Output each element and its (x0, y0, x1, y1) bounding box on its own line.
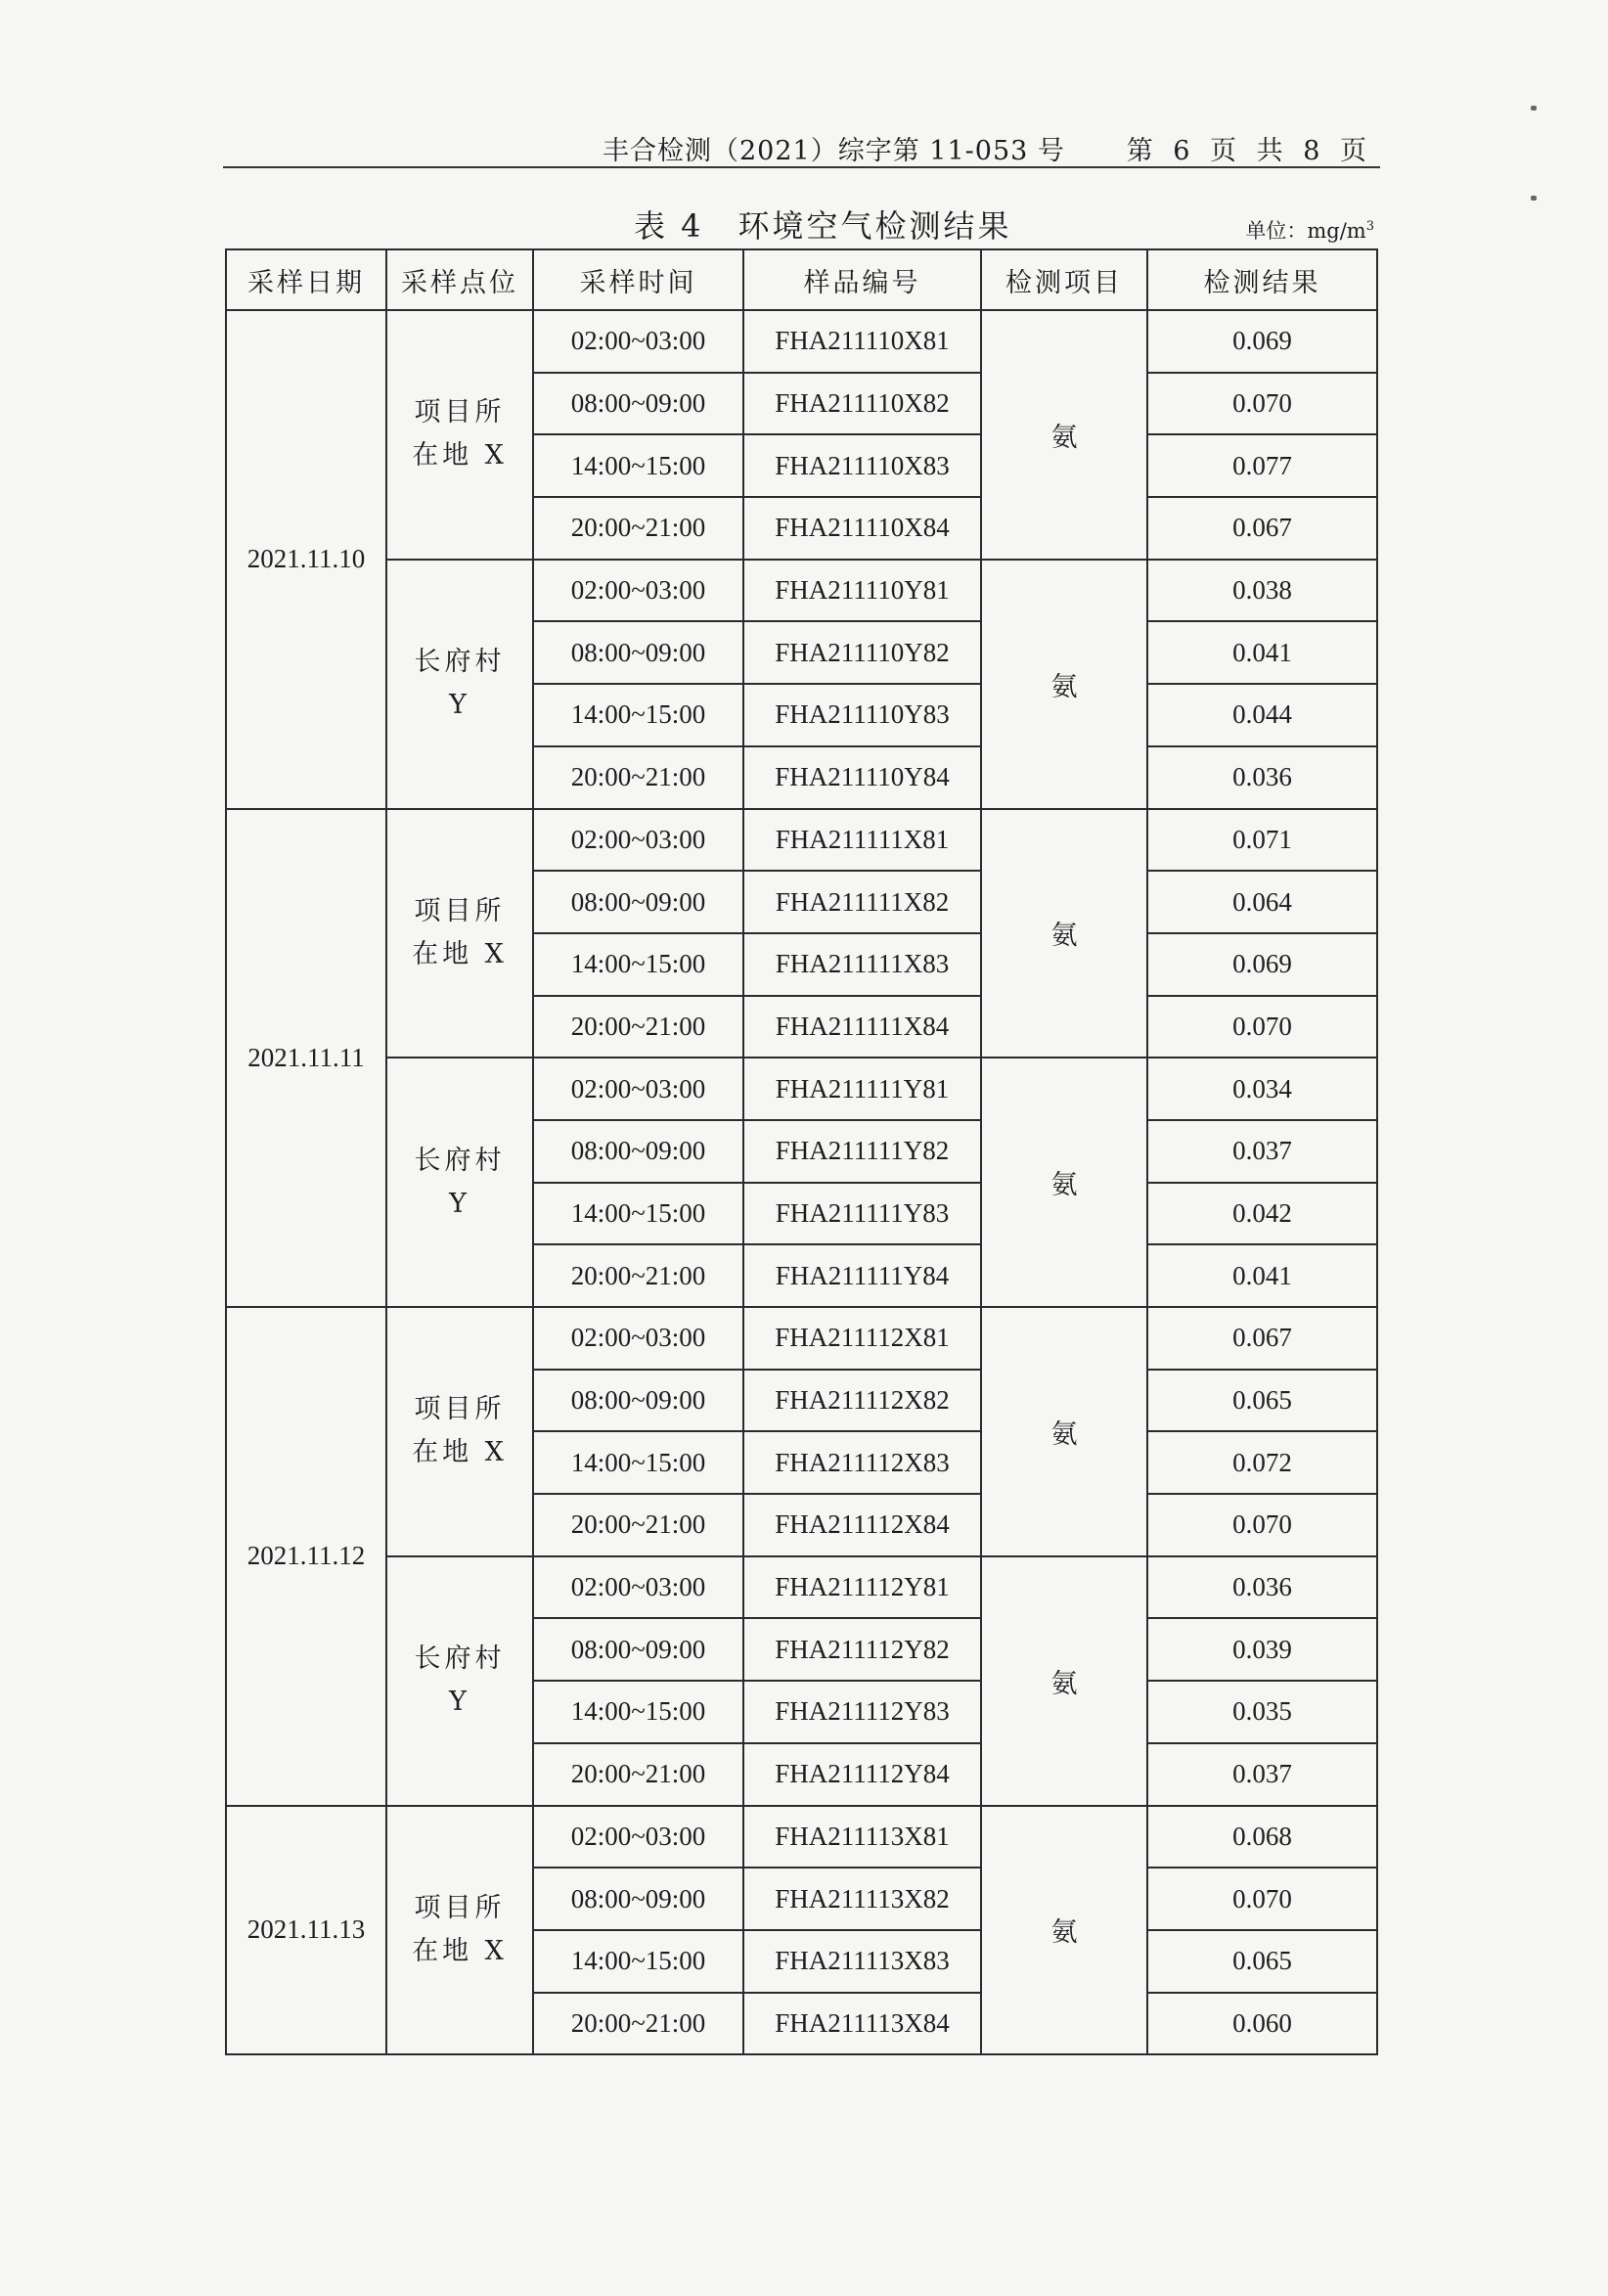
sample-id-cell: FHA211111X82 (743, 871, 981, 933)
sampling-time-cell: 20:00~21:00 (533, 1993, 743, 2055)
test-item-cell: 氨 (981, 310, 1147, 560)
sampling-time-cell: 02:00~03:00 (533, 1556, 743, 1619)
sampling-time-cell: 14:00~15:00 (533, 1930, 743, 1993)
test-item-cell: 氨 (981, 809, 1147, 1058)
test-result-cell: 0.077 (1147, 434, 1377, 497)
test-result-cell: 0.068 (1147, 1806, 1377, 1868)
test-item-cell: 氨 (981, 1806, 1147, 2055)
sample-id-cell: FHA211112Y82 (743, 1618, 981, 1681)
sampling-time-cell: 20:00~21:00 (533, 1244, 743, 1307)
sample-id-cell: FHA211111Y83 (743, 1183, 981, 1245)
test-result-cell: 0.038 (1147, 560, 1377, 622)
sampling-time-cell: 02:00~03:00 (533, 560, 743, 622)
sample-id-cell: FHA211112X81 (743, 1307, 981, 1370)
report-number: 丰合检测（2021）综字第 11-053 号 (603, 136, 1065, 166)
sample-id-cell: FHA211113X84 (743, 1993, 981, 2055)
sampling-time-cell: 14:00~15:00 (533, 684, 743, 746)
sample-id-cell: FHA211110X83 (743, 434, 981, 497)
sample-id-cell: FHA211112Y84 (743, 1743, 981, 1806)
test-item-cell: 氨 (981, 1058, 1147, 1307)
test-result-cell: 0.060 (1147, 1993, 1377, 2055)
unit-text: 单位：mg/m (1245, 219, 1366, 243)
sampling-point-cell (386, 310, 533, 560)
table-row (226, 1307, 1377, 1370)
sample-id-cell: FHA211113X81 (743, 1806, 981, 1868)
sampling-time-cell: 02:00~03:00 (533, 1806, 743, 1868)
table-row (226, 1556, 1377, 1619)
test-result-cell: 0.034 (1147, 1058, 1377, 1120)
test-result-cell: 0.069 (1147, 310, 1377, 373)
sampling-point-cell (386, 1556, 533, 1806)
sample-id-cell: FHA211111X81 (743, 809, 981, 872)
sample-id-cell: FHA211111Y81 (743, 1058, 981, 1120)
scan-speck (1531, 106, 1537, 111)
test-result-cell: 0.042 (1147, 1183, 1377, 1245)
test-item-cell: 氨 (981, 1307, 1147, 1556)
test-result-cell: 0.070 (1147, 1868, 1377, 1930)
test-result-cell: 0.070 (1147, 373, 1377, 435)
sampling-time-cell: 02:00~03:00 (533, 1058, 743, 1120)
sampling-time-cell: 20:00~21:00 (533, 746, 743, 809)
sampling-time-cell: 14:00~15:00 (533, 933, 743, 996)
table-caption: 表 4 环境空气检测结果 (634, 207, 1012, 245)
test-item-cell: 氨 (981, 560, 1147, 809)
page-indicator: 第 6 页 共 8 页 (1126, 136, 1372, 166)
sampling-point-label: 项目所在地 X (412, 895, 508, 969)
sample-id-cell: FHA211113X82 (743, 1868, 981, 1930)
unit-label (1245, 215, 1374, 245)
test-result-cell: 0.065 (1147, 1370, 1377, 1432)
sample-id-cell: FHA211111Y84 (743, 1244, 981, 1307)
sampling-time-cell: 02:00~03:00 (533, 310, 743, 373)
sampling-time-cell: 08:00~09:00 (533, 1618, 743, 1681)
sample-id-cell: FHA211111X84 (743, 996, 981, 1058)
sampling-date-cell: 2021.11.12 (226, 1307, 386, 1806)
test-result-cell: 0.072 (1147, 1431, 1377, 1494)
table-row (226, 560, 1377, 622)
test-result-cell: 0.041 (1147, 1244, 1377, 1307)
sampling-time-cell: 02:00~03:00 (533, 1307, 743, 1370)
test-result-cell: 0.071 (1147, 809, 1377, 872)
sampling-point-cell (386, 1307, 533, 1556)
sampling-point-cell (386, 560, 533, 809)
sample-id-cell: FHA211110Y83 (743, 684, 981, 746)
sample-id-cell: FHA211110X82 (743, 373, 981, 435)
header-test-result: 检测结果 (1147, 249, 1377, 310)
test-result-cell: 0.039 (1147, 1618, 1377, 1681)
sampling-time-cell: 02:00~03:00 (533, 809, 743, 872)
sample-id-cell: FHA211111X83 (743, 933, 981, 996)
sample-id-cell: FHA211112Y83 (743, 1681, 981, 1743)
sampling-time-cell: 08:00~09:00 (533, 871, 743, 933)
test-result-cell: 0.035 (1147, 1681, 1377, 1743)
sampling-time-cell: 20:00~21:00 (533, 497, 743, 560)
header-sampling-point: 采样点位 (386, 249, 533, 310)
sampling-point-cell (386, 809, 533, 1058)
unit-superscript: 3 (1365, 219, 1374, 234)
sampling-time-cell: 08:00~09:00 (533, 621, 743, 684)
test-item-cell: 氨 (981, 1556, 1147, 1806)
sampling-time-cell: 14:00~15:00 (533, 434, 743, 497)
test-result-cell: 0.065 (1147, 1930, 1377, 1993)
sampling-time-cell: 14:00~15:00 (533, 1431, 743, 1494)
test-result-cell: 0.070 (1147, 996, 1377, 1058)
sampling-point-label: 项目所在地 X (412, 397, 508, 472)
header-sampling-date: 采样日期 (226, 249, 386, 310)
sample-id-cell: FHA211110Y81 (743, 560, 981, 622)
sampling-date-cell: 2021.11.11 (226, 809, 386, 1308)
sample-id-cell: FHA211110X84 (743, 497, 981, 560)
test-result-cell: 0.067 (1147, 1307, 1377, 1370)
test-result-cell: 0.064 (1147, 871, 1377, 933)
sampling-time-cell: 08:00~09:00 (533, 373, 743, 435)
scan-speck (1531, 196, 1537, 201)
sample-id-cell: FHA211112X82 (743, 1370, 981, 1432)
sampling-time-cell: 08:00~09:00 (533, 1868, 743, 1930)
sampling-date-cell: 2021.11.13 (226, 1806, 386, 2055)
test-result-cell: 0.070 (1147, 1494, 1377, 1556)
sample-id-cell: FHA211112X84 (743, 1494, 981, 1556)
test-result-cell: 0.036 (1147, 746, 1377, 809)
sampling-point-label: 项目所在地 X (412, 1892, 508, 1966)
results-table (225, 248, 1378, 2055)
sampling-point-label: 长府村 Y (414, 1643, 506, 1718)
test-result-cell: 0.037 (1147, 1120, 1377, 1183)
header-sampling-time: 采样时间 (533, 249, 743, 310)
table-row (226, 1806, 1377, 1868)
sampling-point-cell (386, 1058, 533, 1307)
sampling-time-cell: 20:00~21:00 (533, 1494, 743, 1556)
page-header (223, 125, 1380, 168)
sample-id-cell: FHA211112Y81 (743, 1556, 981, 1619)
sample-id-cell: FHA211113X83 (743, 1930, 981, 1993)
table-header-row (226, 249, 1377, 310)
sampling-time-cell: 14:00~15:00 (533, 1183, 743, 1245)
table-row (226, 310, 1377, 373)
table-body (226, 310, 1377, 2054)
sampling-time-cell: 08:00~09:00 (533, 1120, 743, 1183)
test-result-cell: 0.036 (1147, 1556, 1377, 1619)
sampling-date-cell: 2021.11.10 (226, 310, 386, 809)
sample-id-cell: FHA211110Y82 (743, 621, 981, 684)
test-result-cell: 0.067 (1147, 497, 1377, 560)
table-row (226, 809, 1377, 872)
sampling-point-label: 长府村 Y (414, 647, 506, 721)
test-result-cell: 0.037 (1147, 1743, 1377, 1806)
test-result-cell: 0.069 (1147, 933, 1377, 996)
table-row (226, 1058, 1377, 1120)
sampling-point-label: 项目所在地 X (412, 1394, 508, 1468)
sampling-point-cell (386, 1806, 533, 2055)
test-result-cell: 0.041 (1147, 621, 1377, 684)
sampling-time-cell: 08:00~09:00 (533, 1370, 743, 1432)
sample-id-cell: FHA211111Y82 (743, 1120, 981, 1183)
test-result-cell: 0.044 (1147, 684, 1377, 746)
header-sample-id: 样品编号 (743, 249, 981, 310)
sample-id-cell: FHA211110Y84 (743, 746, 981, 809)
sampling-time-cell: 20:00~21:00 (533, 996, 743, 1058)
sampling-time-cell: 20:00~21:00 (533, 1743, 743, 1806)
sampling-time-cell: 14:00~15:00 (533, 1681, 743, 1743)
sample-id-cell: FHA211110X81 (743, 310, 981, 373)
sampling-point-label: 长府村 Y (414, 1145, 506, 1219)
table-title-bar (223, 202, 1380, 245)
header-test-item: 检测项目 (981, 249, 1147, 310)
sample-id-cell: FHA211112X83 (743, 1431, 981, 1494)
